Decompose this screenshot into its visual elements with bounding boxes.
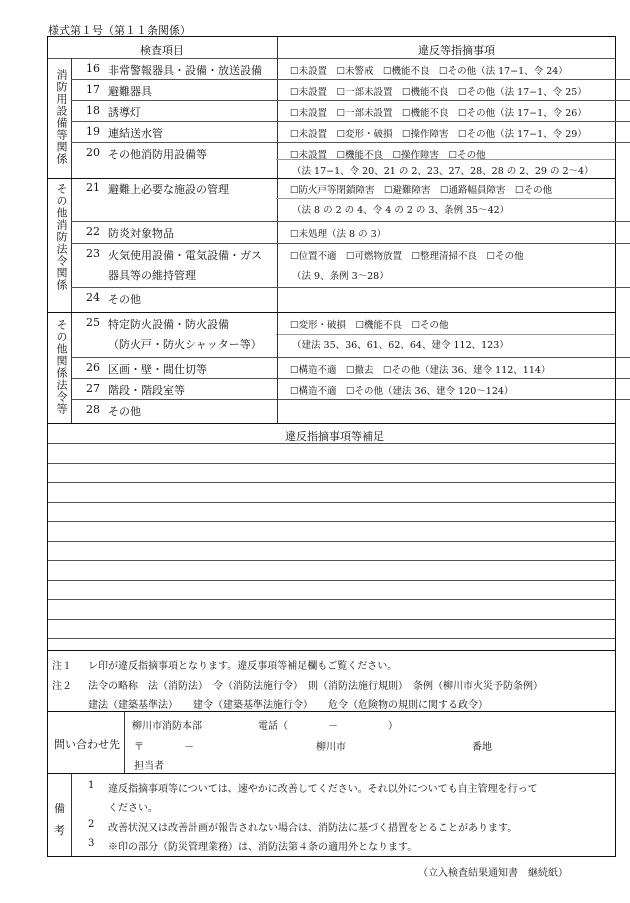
note2-text-b: 建法（建築基準法） 建令（建築基準法施行令） 危令（危険物の規則に関する政令） xyxy=(88,700,488,711)
item-violation[interactable]: ☐構造不適 ☐その他（建法 36、建令 120〜124） xyxy=(290,386,514,397)
item-number: 26 xyxy=(86,361,100,374)
item-name: 避難器具 xyxy=(108,85,152,98)
item-name-line2: 器具等の維持管理 xyxy=(108,269,196,282)
contact-person: 担当者 xyxy=(134,761,164,772)
contact-box xyxy=(47,711,616,774)
note2-text-a: 法令の略称 法（消防法） 令（消防法施行令） 則（消防法施行規則） 条例（柳川市火災予防条例） xyxy=(88,681,543,692)
remark3: ※印の部分（防災管理業務）は、消防法第４条の適用外となります。 xyxy=(108,842,418,853)
item-name: その他消防用設備等 xyxy=(108,148,207,161)
header-inspection-item: 検査項目 xyxy=(140,44,184,57)
footer-caption: （立入検査結果通知書 継続紙） xyxy=(418,868,568,879)
notes-box xyxy=(47,650,616,712)
contact-label: 問い合わせ先 xyxy=(54,738,120,751)
item-violation[interactable]: ☐未処理（法 8 の 3） xyxy=(290,229,387,240)
item-name: 防炎対象物品 xyxy=(108,227,174,240)
item-number: 24 xyxy=(86,291,100,304)
item-violation[interactable]: ☐防火戸等閉鎖障害 ☐避難障害 ☐通路幅員障害 ☐その他 xyxy=(290,185,553,196)
item-name: 特定防火設備・防火設備 xyxy=(108,318,229,331)
item-number: 18 xyxy=(86,104,100,117)
item-number: 19 xyxy=(86,125,100,138)
item-violation[interactable]: ☐未設置 ☐機能不良 ☐操作障害 ☐その他 xyxy=(290,150,486,161)
group-other-related-law: その他関係法令等 xyxy=(55,319,68,415)
item-violation[interactable]: ☐位置不適 ☐可燃物放置 ☐整理清掃不良 ☐その他 xyxy=(290,251,524,262)
contact-city: 柳川市 xyxy=(316,742,346,753)
item-name: 火気使用設備・電気設備・ガス xyxy=(108,249,262,262)
group-other-fire-law: その他消防法令関係 xyxy=(55,183,68,291)
remarks-box xyxy=(47,773,616,857)
remark1-b: ください。 xyxy=(108,803,158,814)
remark1-a: 違反指摘事項等については、速やかに改善してください。それ以外についても自主管理を行って xyxy=(108,784,538,795)
item-violation[interactable]: ☐構造不適 ☐撤去 ☐その他（建法 36、建令 112、114） xyxy=(290,365,551,376)
item-violation[interactable]: ☐未設置 ☐一部未設置 ☐機能不良 ☐その他（法 17−1、令 26） xyxy=(290,108,587,119)
remark2: 改善状況又は改善計画が報告されない場合は、消防法に基づく措置をとることがあります。 xyxy=(108,823,518,834)
item-number: 22 xyxy=(86,225,100,238)
remark1-no: 1 xyxy=(88,780,95,791)
contact-banchi: 番地 xyxy=(472,742,492,753)
item-violation[interactable]: ☐未設置 ☐一部未設置 ☐機能不良 ☐その他（法 17−1、令 25） xyxy=(290,87,587,98)
supplement-title: 違反指摘事項等補足 xyxy=(285,430,384,443)
note2-label: 注２ xyxy=(52,681,72,692)
item-name: 避難上必要な施設の管理 xyxy=(108,183,229,196)
item-violation-law: （法 8 の 2 の 4、令 4 の 2 の 3、条例 35〜42） xyxy=(292,205,510,216)
remarks-label-2: 考 xyxy=(54,824,65,837)
item-number: 28 xyxy=(86,403,100,416)
related-law-table xyxy=(47,312,616,424)
item-violation-law: （建法 35、36、61、62、64、建令 112、123） xyxy=(292,340,509,351)
item-name: その他 xyxy=(108,293,141,306)
item-name: 区画・壁・間仕切等 xyxy=(108,363,207,376)
item-number: 27 xyxy=(86,382,100,395)
remarks-label-1: 備 xyxy=(54,802,65,815)
item-violation-law: （法 9、条例 3〜28） xyxy=(292,271,389,282)
item-name: 誘導灯 xyxy=(108,106,141,119)
item-name-line2: （防火戸・防火シャッター等） xyxy=(108,338,262,351)
item-violation-law: （法 17−1、令 20、21 の 2、23、27、28、28 の 2、29 の 2〜4） xyxy=(292,166,594,177)
item-number: 23 xyxy=(86,247,100,260)
note1-label: 注１ xyxy=(52,661,72,672)
item-number: 20 xyxy=(86,146,100,159)
remark3-no: 3 xyxy=(88,838,95,849)
contact-org: 柳川市消防本部 xyxy=(132,721,202,732)
note1-text: レ印が違反指摘事項となります。違反事項等補足欄もご覧ください。 xyxy=(88,661,398,672)
group-fire-equipment: 消防用設備等関係 xyxy=(55,69,68,165)
item-name: 連結送水管 xyxy=(108,127,163,140)
item-number: 21 xyxy=(86,181,100,194)
item-name: 階段・階段室等 xyxy=(108,384,185,397)
item-violation[interactable]: ☐変形・破損 ☐機能不良 ☐その他 xyxy=(290,320,449,331)
contact-tel: 電話（ － ） xyxy=(258,721,398,732)
supplement-area xyxy=(47,423,616,651)
item-number: 17 xyxy=(86,83,100,96)
remark2-no: 2 xyxy=(88,819,95,830)
item-violation[interactable]: ☐未設置 ☐変形・破損 ☐操作障害 ☐その他（法 17−1、令 29） xyxy=(290,129,587,140)
item-number: 16 xyxy=(86,62,100,75)
contact-zip: 〒 － xyxy=(134,742,194,753)
item-violation[interactable]: ☐未設置 ☐未警戒 ☐機能不良 ☐その他（法 17−1、令 24） xyxy=(290,66,568,77)
header-violation: 違反等指摘事項 xyxy=(418,44,495,57)
form-number: 様式第１号（第１１条関係） xyxy=(48,24,191,37)
item-name: その他 xyxy=(108,405,141,418)
item-name: 非常警報器具・設備・放送設備 xyxy=(108,64,262,77)
item-number: 25 xyxy=(86,316,100,329)
